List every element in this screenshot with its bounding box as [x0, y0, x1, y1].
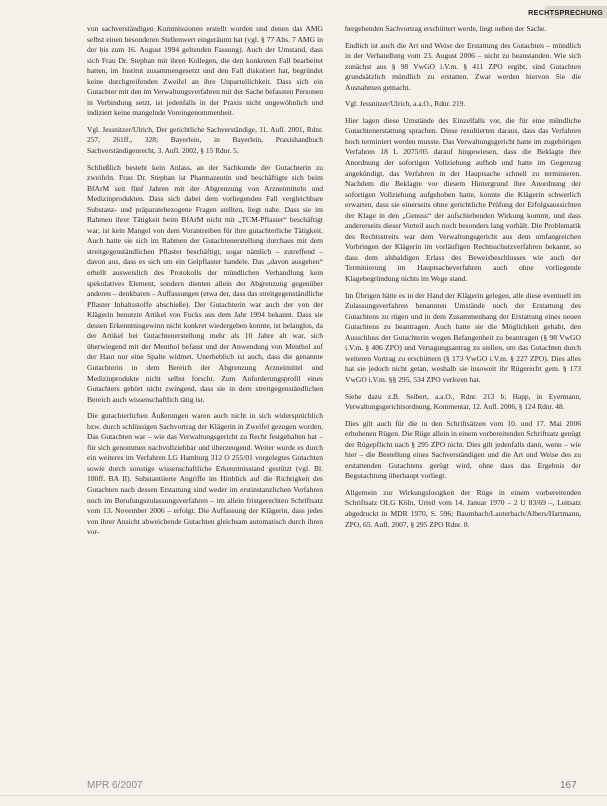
page-number: 167 [560, 780, 577, 791]
paragraph: von sachverständigen Kommissionen erstellt worden und denen das AMG selbst einen besonderen Stellenwert eingeräumt hat (vgl. § 77 Abs. 7 AMG in der bis zum 16. August 1994 geltenden Fassung). Auch der Umstand, dass sich Frau Dr. Stephan mit ihren Kollegen, die den konkreten Fall bearbeitet hatten, im Institut zusammengesetzt und den Fall diskutiert hat, begründet keine durchgreifenden Zweifel an ihre Unparteilichkeit. Dass sich ein Gutachter mit den im Verwaltungsverfahren mit der Sache befassten Personen in Verbindung setzt, ist jedenfalls in der Praxis nicht ungewöhnlich und indiziert keine mangelnde Voreingenommenheit. [87, 24, 323, 118]
citation-paragraph: Siehe dazu z.B. Seibert, a.a.O., Rdnr. 213 b; Happ, in Eyermann, Verwaltungsgerichtsordnung, Kommentar, 12. Aufl. 2006, § 124 Rdnr. 48. [345, 391, 581, 412]
paragraph: Endlich ist auch die Art und Weise der Erstattung des Gutachten – mündlich in der Verhandlung vom 23. August 2006 – nicht zu beanstanden. Wie sich zunächst aus § 98 VwGO i.V.m. § 411 ZPO ergibt, sind Gutachten grundsätzlich mündlich zu erstatten. Zwar werden hiervon Sie die Ausnahmen gemacht. [345, 40, 581, 92]
paragraph: Dies gilt auch für die in den Schriftsätzen vom 10. und 17. Mai 2006 erhobenen Rügen. Die Rüge allein in einem vorbereitenden Schriftsatz genügt der Rügepflicht nach § 295 ZPO nicht. Dies gilt jedenfalls dann, wenn – wie hier – die Bestellung eines Sachverständigen und die Art und Weise des zu erstattenden Gutachtens gerügt wird, ohne dass das Ergebnis der Begutachtung überhaupt vorliegt. [345, 418, 581, 481]
paragraph: Die gutachterlichen Äußerungen waren auch nicht in sich widersprüchlich bzw. durch schlüssigen Sachvortrag der Klägerin in Zweifel gezogen worden. Das Gutachten war – wie das Verwaltungsgericht zu Recht festgehalten hat – für sich genommen nachvollziehbar und überzeugend. Weiter wurde es durch ein weiteres im Verfahren LG Hamburg 312 O 255/01 vorgelegtes Gutachten sowie durch sonstige wissenschaftliche Erkenntnisstand gestützt (vgl. Bl. 100ff. BA II). Substantiierte Angriffe im Hinblick auf die Richtigkeit des Gutachten nach dessen Erstattung sind weder im erstinstanzlichen Verfahren noch im Berufungszulassungsverfahren – im allein fristgerechten Schriftsatz vom 13. November 2006 – erfolgt. Die Auffassung der Klägerin, dass jedes von ihrer Ansicht abweichende Gutachten gleichsam automatisch durch ihren vor- [87, 411, 323, 537]
left-column [87, 24, 323, 544]
paragraph: hergehenden Sachvortrag erschüttert werde, liegt neben der Sache. [345, 24, 547, 33]
section-label: RECHTSPRECHUNG [528, 8, 603, 17]
footer-divider [0, 795, 607, 796]
citation-paragraph: Vgl. Jessnitzer/Ulrich, a.a.O., Rdnr. 219. [345, 99, 466, 109]
paragraph: Schließlich besteht kein Anlass, an der Sachkunde der Gutachterin zu zweifeln. Frau Dr. Stephan ist Pharmazeutin und beschäftigte sich beim BfArM seit fünf Jahren mit der Abgrenzung von Arzneimitteln und Medizinprodukten. Dass sich dabei dem vorliegenden Fall vergleichbare Substanz- und präparatebezogene Fragen stellten, liegt nahe. Dass sie im Rahmen ihrer Tätigkeit beim BfArM nicht mit „TCM-Pflaster“ beschäftigt war, ist kein Mangel von dem Vorantreiben für ihre gutachterliche Tätigkeit. Auch hatte sie sich im Rahmen der Gutachtenerstellung durchaus mit dem streitgegenständlichen Pflaster beschäftigt, sogar nämlich – zutreffend – davon aus, dass es sich um ein Gelpflaster handele. Das „davon ausgehen“ erhellt ausweislich des Protokolls der mündlichen Verhandlung kein spekulatives Element, sondern dienten allein der Abgrenzung gegenüber anderen – denkbaren – Auffassungen (etwa der, dass das streitgegenständliche Pflaster Inhaltsstoffe abschieße). Der Gutachterin war auch der von der Klägerin benutzte Artikel von Fucks aus dem Jahr 1994 bekannt. Dass sie dessen Erkenntnisgewinn nicht konkret wiedergeben konnte, ist belanglos, da der Artikel bei Gutachtenerstellung mehr als 10 Jahre alt war, sich überwiegend mit der Menthol befasst und der Anwendung von Menthol auf der Haut nur eine Spalte widmet. Unerheblich ist auch, dass die genannte Gutachterin in dem Bereich der Abgrenzung Arzneimittel und Medizinprodukte nicht selbst forscht. Zum Anforderungsprofil eines Gutachters gehört nicht zwingend, dass sie in dem streitgegenständlichen Bereich auch wissenschaftlich tätig ist. [87, 162, 323, 404]
paragraph: Allgemein zur Wirkungslosigkeit der Rüge in einem vorbereitenden Schriftsatz OLG Köln, Urteil vom 14. Januar 1970 – 2 U 83/69 –, Leitsatz abgedruckt in MDR 1970, S. 596; Baumbach/Lauterbach/Albers/Hartmann, ZPO, 65. Aufl. 2007, § 295 ZPO Rdnr. 8. [345, 487, 581, 529]
citation-paragraph: Vgl. Jessnitzer/Ulrich, Der gerichtliche Sachverständige, 11. Aufl. 2001, Rdnr. 257, 261ff., 328; Bayerlein, in Bayerlein, Praxishandbuch Sachverständigenrecht, 3. Aufl. 2002, § 15 Rdnr. 5. [87, 124, 323, 156]
paragraph: Hier lagen diese Umstände des Einzelfalls vor, die für eine mündliche Gutachtenerstattung sprachen. Diese resultierten daraus, dass das Verfahren hoch terminiert werden musste. Das Verwaltungsgericht hatte im zugehörigen Verfahren 18 L 2075/05 darauf hingewiesen, dass die Beklagte ihre Anordnung der sofortigen Vollziehung aufhob und hatte im Gegenzug angekündigt, das Verfahren in der Hauptsache schnell zu terminieren. Nachdem die Beklagte vor diesem Hintergrund ihre Anordnung der sofortigen Vollziehung aufgehoben hatte, konnte die Klägerin schwerlich erwarten, dass sie einerseits ohne gerichtliche Prüfung der Erfolgsaussichten der Klage in den „Genuss“ der aufschiebenden Wirkung kommt, und dass andererseits dieser Vorteil auch noch besonders lang vorhält. Die Problematik des Rechtsstreits war dem Verwaltungsgericht aus dem umfangreichen Vorbringen der Klägerin im vorläufigen Rechtsschutzverfahren bekannt, so dass dem alsbaldigen Erlass des Beweisbeschlusses wie auch der Terminierung im Hauptsacheverfahren auch ohne vorliegende Klagebegründung nichts im Wege stand. [345, 115, 581, 284]
paragraph: Im Übrigen hätte es in der Hand der Klägerin gelegen, alle diese eventuell im Zulassungsverfahren benannten Umstände noch der Erstattung des Gutachtens zu rügen und in dem Zusammenhang der Erstattung eines neuen Gutachtens zu beantragen. Auch hatte sie die Möglichkeit gehabt, den Ausschluss der Gutachterin wegen Befangenheit zu beantragen (§ 98 VwGO i.V.m. § 406 ZPO) und Vertagungsantrag zu stellen, um das Gutachten durch weiteren Vortrag zu erschüttern (§ 173 VwGO i.V.m. § 227 ZPO). Dies alles hat sie jedoch nicht getan, weshalb sie insoweit ihr Rügerecht gem. § 173 VwGO i.V.m. §§ 295, 534 ZPO verloren hat. [345, 290, 581, 384]
journal-issue: MPR 6/2007 [87, 780, 143, 791]
right-column [345, 24, 581, 536]
